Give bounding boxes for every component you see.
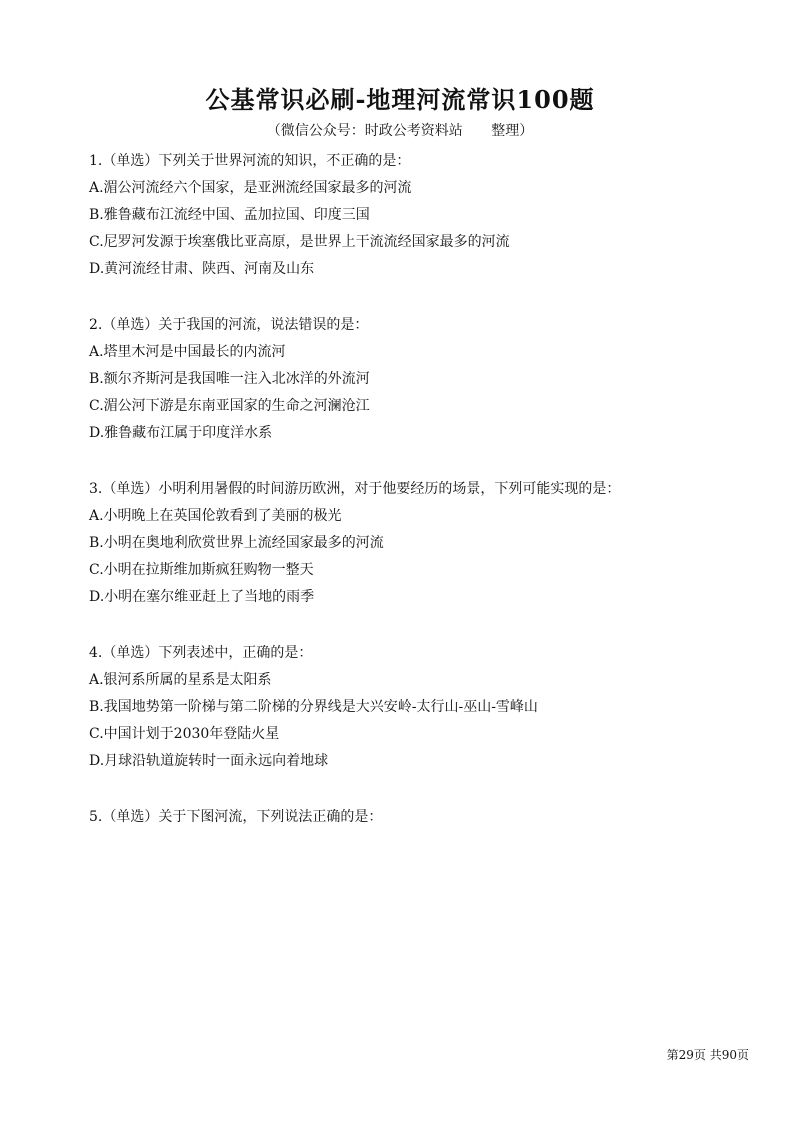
question-2-option-a: A.塔里木河是中国最长的内流河 <box>89 344 286 360</box>
question-4-stem: 4.（单选）下列表述中，正确的是： <box>89 645 313 661</box>
question-4-option-c: C.中国计划于2030年登陆火星 <box>89 726 280 742</box>
question-1-option-a: A.湄公河流经六个国家，是亚洲流经国家最多的河流 <box>89 180 412 196</box>
question-1-stem: 1.（单选）下列关于世界河流的知识，不正确的是： <box>89 153 411 169</box>
question-4-option-d: D.月球沿轨道旋转时一面永远向着地球 <box>89 753 329 769</box>
question-3-option-c: C.小明在拉斯维加斯疯狂购物一整天 <box>89 562 314 578</box>
question-1-option-c: C.尼罗河发源于埃塞俄比亚高原，是世界上干流流经国家最多的河流 <box>89 234 510 250</box>
question-2-option-b: B.额尔齐斯河是我国唯一注入北冰洋的外流河 <box>89 371 370 387</box>
question-5-stem: 5.（单选）关于下图河流，下列说法正确的是： <box>89 809 383 825</box>
question-2-stem: 2.（单选）关于我国的河流，说法错误的是： <box>89 317 369 333</box>
document-title: 公基常识必刷-地理河流常识100题 <box>205 85 595 114</box>
question-1-option-b: B.雅鲁藏布江流经中国、孟加拉国、印度三国 <box>89 207 370 223</box>
question-3-option-b: B.小明在奥地利欣赏世界上流经国家最多的河流 <box>89 535 384 551</box>
question-3-option-a: A.小明晚上在英国伦敦看到了美丽的极光 <box>89 508 342 524</box>
page-number: 第29页 共90页 <box>666 1048 749 1062</box>
question-2-option-d: D.雅鲁藏布江属于印度洋水系 <box>89 425 273 441</box>
question-1-option-d: D.黄河流经甘肃、陕西、河南及山东 <box>89 261 315 277</box>
question-3-option-d: D.小明在塞尔维亚赶上了当地的雨季 <box>89 589 315 605</box>
document-subtitle: （微信公众号：时政公考资料站 整理） <box>266 123 534 139</box>
question-4-option-b: B.我国地势第一阶梯与第二阶梯的分界线是大兴安岭-太行山-巫山-雪峰山 <box>89 699 538 715</box>
question-2-option-c: C.湄公河下游是东南亚国家的生命之河澜沧江 <box>89 398 370 414</box>
question-3-stem: 3.（单选）小明利用暑假的时间游历欧洲，对于他要经历的场景，下列可能实现的是： <box>89 481 621 497</box>
question-4-option-a: A.银河系所属的星系是太阳系 <box>89 672 272 688</box>
